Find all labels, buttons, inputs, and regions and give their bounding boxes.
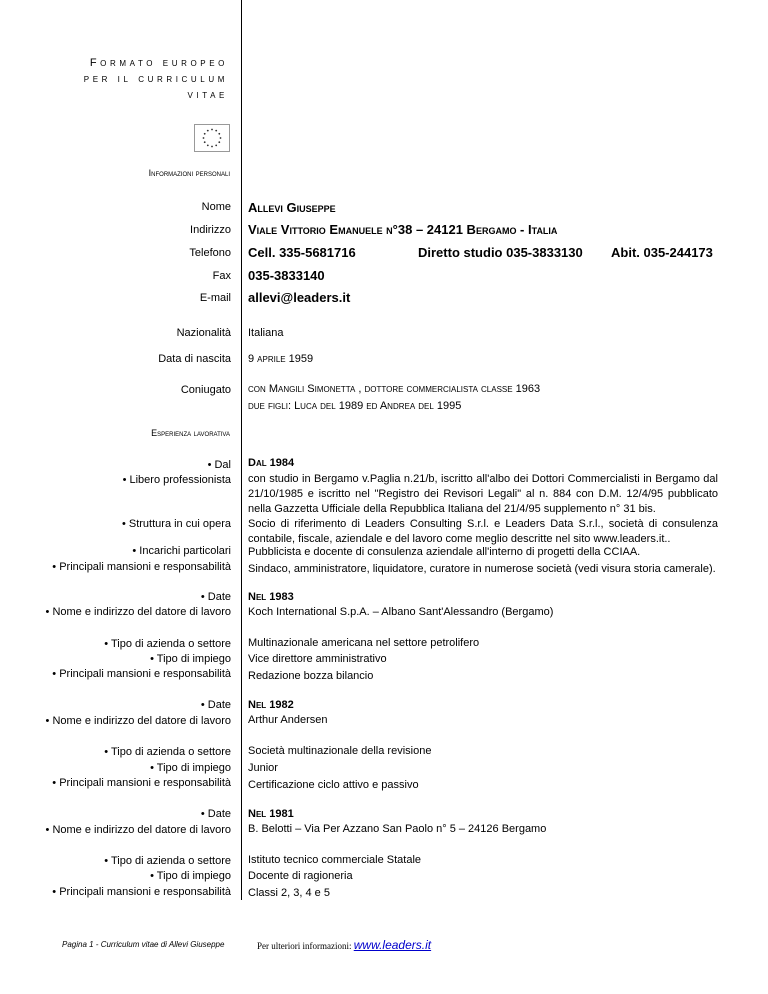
footer-info-prefix: Per ulteriori informazioni:: [257, 941, 352, 951]
label-date-3: • Date: [200, 699, 231, 711]
label-indirizzo: Indirizzo: [190, 224, 231, 236]
label-mansioni-2: • Principali mansioni e responsabilità: [52, 668, 231, 680]
value-date-2: Nel 1983: [248, 591, 294, 603]
header-line-1: Formato europeo: [89, 57, 228, 69]
value-telefono-studio: Diretto studio 035-3833130: [418, 245, 583, 260]
value-tipo-azienda-3: Società multinazionale della revisione: [248, 745, 432, 757]
label-mansioni-3: • Principali mansioni e responsabilità: [52, 777, 231, 789]
footer-website-link[interactable]: www.leaders.it: [353, 938, 432, 952]
label-datore-3: • Nome e indirizzo del datore di lavoro: [45, 715, 231, 727]
value-struttura: Socio di riferimento di Leaders Consulting S.r.l. e Leaders Data S.r.l., società di consulenza contabile, fiscale, aziendale e del lavoro come meglio descritte nel sito www.leaders.it..: [248, 518, 718, 545]
label-tipo-impiego-2: • Tipo di impiego: [150, 653, 231, 665]
value-tipo-impiego-2: Vice direttore amministrativo: [248, 653, 387, 665]
label-datore-2: • Nome e indirizzo del datore di lavoro: [45, 606, 231, 618]
value-date-3: Nel 1982: [248, 699, 294, 711]
value-telefono-cell: Cell. 335-5681716: [248, 245, 356, 260]
value-mansioni-3: Certificazione ciclo attivo e passivo: [248, 779, 419, 791]
value-mansioni-4: Classi 2, 3, 4 e 5: [248, 887, 330, 899]
cv-header: [0, 55, 228, 103]
label-date-2: • Date: [200, 591, 231, 603]
label-telefono: Telefono: [189, 247, 231, 259]
value-telefono-abit: Abit. 035-244173: [611, 245, 713, 260]
label-mansioni-1: • Principali mansioni e responsabilità: [52, 561, 231, 573]
label-coniugato: Coniugato: [180, 384, 231, 396]
value-mansioni-2: Redazione bozza bilancio: [248, 670, 374, 682]
label-nazionalita: Nazionalità: [176, 327, 231, 339]
header-line-3: vitae: [187, 89, 228, 101]
footer-page-info: Pagina 1 - Curriculum vitae di Allevi Giuseppe: [62, 940, 225, 949]
label-tipo-azienda-3: • Tipo di azienda o settore: [104, 746, 231, 758]
label-datore-4: • Nome e indirizzo del datore di lavoro: [45, 824, 231, 836]
value-coniugato-1: con Mangili Simonetta , dottore commercialista classe 1963: [248, 383, 541, 395]
value-coniugato-2: due figli: Luca del 1989 ed Andrea del 1995: [248, 400, 462, 412]
value-date-4: Nel 1981: [248, 808, 294, 820]
label-dal: • Dal: [207, 459, 231, 471]
value-fax: 035-3833140: [248, 268, 325, 283]
value-data-nascita: 9 aprile 1959: [248, 353, 314, 365]
label-data-nascita: Data di nascita: [158, 353, 231, 365]
label-tipo-azienda-2: • Tipo di azienda o settore: [104, 638, 231, 650]
value-datore-2: Koch International S.p.A. – Albano Sant'Alessandro (Bergamo): [248, 606, 554, 618]
value-indirizzo: Viale Vittorio Emanuele n°38 – 24121 Bergamo - Italia: [248, 222, 558, 237]
section-personal-info: Informazioni personali: [148, 168, 230, 178]
label-libero-professionista: • Libero professionista: [122, 474, 231, 486]
value-nazionalita: Italiana: [248, 327, 284, 339]
label-email: E-mail: [199, 292, 231, 304]
label-struttura: • Struttura in cui opera: [121, 518, 231, 530]
label-fax: Fax: [212, 270, 231, 282]
value-dal: Dal 1984: [248, 457, 295, 469]
footer-info: [257, 938, 431, 952]
value-mansioni-1: Sindaco, amministratore, liquidatore, curatore in numerose società (vedi visura storia camerale).: [248, 563, 716, 575]
header-line-2: per il curriculum: [83, 73, 228, 85]
label-date-4: • Date: [200, 808, 231, 820]
vertical-divider: [241, 0, 242, 900]
label-tipo-impiego-4: • Tipo di impiego: [150, 870, 231, 882]
label-tipo-azienda-4: • Tipo di azienda o settore: [104, 855, 231, 867]
label-mansioni-4: • Principali mansioni e responsabilità: [52, 886, 231, 898]
value-incarichi: Pubblicista e docente di consulenza aziendale all'interno di progetti della CCIAA.: [248, 546, 641, 558]
value-tipo-azienda-2: Multinazionale americana nel settore petrolifero: [248, 637, 480, 649]
value-libero-professionista: con studio in Bergamo v.Paglia n.21/b, iscritto all'albo dei Dottori Commercialisti in Bergamo dal 21/10/1985 e iscritto nel "Registro dei Revisori Legali" al n. 884 con D.M. 12/4/95 pubblicato nella Gazzetta Ufficiale della Repubblica Italiana del 21/4/95 supplemento n° 31 bis.: [248, 473, 718, 515]
value-datore-3: Arthur Andersen: [248, 714, 328, 726]
value-email: allevi@leaders.it: [248, 290, 351, 305]
label-tipo-impiego-3: • Tipo di impiego: [150, 762, 231, 774]
value-datore-4: B. Belotti – Via Per Azzano San Paolo n° 5 – 24126 Bergamo: [248, 823, 547, 835]
value-tipo-impiego-4: Docente di ragioneria: [248, 870, 353, 882]
value-tipo-impiego-3: Junior: [248, 762, 278, 774]
eu-flag-icon: [194, 124, 230, 152]
label-nome: Nome: [201, 201, 231, 213]
section-work-experience: Esperienza lavorativa: [151, 428, 230, 438]
value-tipo-azienda-4: Istituto tecnico commerciale Statale: [248, 854, 422, 866]
value-nome: Allevi Giuseppe: [248, 200, 336, 215]
label-incarichi: • Incarichi particolari: [132, 545, 231, 557]
